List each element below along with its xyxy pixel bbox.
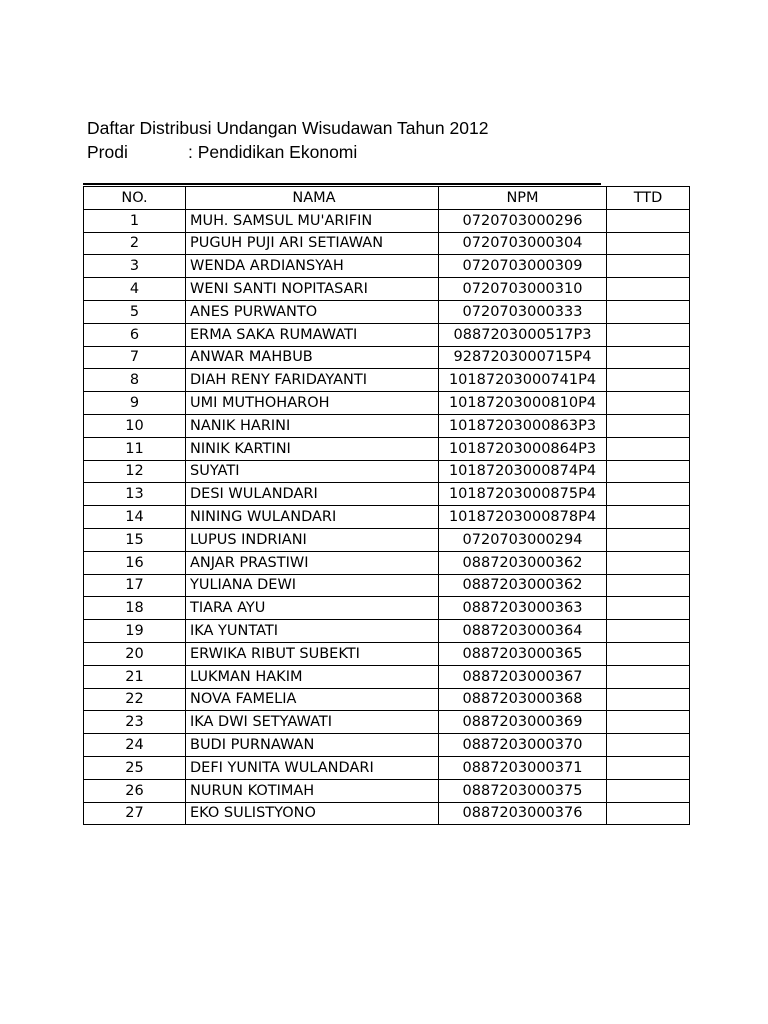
cell-ttd-signature — [607, 437, 690, 460]
cell-ttd-signature — [607, 665, 690, 688]
cell-ttd-signature — [607, 346, 690, 369]
cell-npm: 10187203000874P4 — [439, 460, 607, 483]
cell-nama: NOVA FAMELIA — [186, 688, 439, 711]
cell-npm: 0887203000363 — [439, 597, 607, 620]
cell-nama: YULIANA DEWI — [186, 574, 439, 597]
cell-no: 7 — [84, 346, 186, 369]
cell-npm: 10187203000863P3 — [439, 414, 607, 437]
cell-nama: IKA DWI SETYAWATI — [186, 711, 439, 734]
cell-nama: DIAH RENY FARIDAYANTI — [186, 369, 439, 392]
cell-no: 26 — [84, 779, 186, 802]
cell-npm: 9287203000715P4 — [439, 346, 607, 369]
cell-no: 14 — [84, 506, 186, 529]
cell-nama: NINIK KARTINI — [186, 437, 439, 460]
roster-table — [83, 186, 690, 825]
table-row — [84, 551, 690, 574]
cell-ttd-signature — [607, 414, 690, 437]
cell-no: 13 — [84, 483, 186, 506]
table-row — [84, 369, 690, 392]
table-row — [84, 392, 690, 415]
table-row — [84, 711, 690, 734]
cell-ttd-signature — [607, 392, 690, 415]
table-row — [84, 278, 690, 301]
cell-npm: 10187203000878P4 — [439, 506, 607, 529]
cell-no: 23 — [84, 711, 186, 734]
cell-npm: 0887203000365 — [439, 642, 607, 665]
cell-ttd-signature — [607, 232, 690, 255]
cell-ttd-signature — [607, 483, 690, 506]
table-header-row — [84, 187, 690, 210]
cell-npm: 0720703000333 — [439, 300, 607, 323]
cell-no: 2 — [84, 232, 186, 255]
table-row — [84, 232, 690, 255]
cell-npm: 0887203000364 — [439, 620, 607, 643]
cell-ttd-signature — [607, 642, 690, 665]
table-row — [84, 620, 690, 643]
cell-npm: 10187203000741P4 — [439, 369, 607, 392]
cell-npm: 0887203000517P3 — [439, 323, 607, 346]
cell-nama: BUDI PURNAWAN — [186, 734, 439, 757]
cell-nama: EKO SULISTYONO — [186, 802, 439, 825]
cell-ttd-signature — [607, 460, 690, 483]
table-row — [84, 323, 690, 346]
cell-nama: TIARA AYU — [186, 597, 439, 620]
cell-ttd-signature — [607, 528, 690, 551]
document-header — [87, 116, 488, 164]
cell-no: 3 — [84, 255, 186, 278]
cell-nama: MUH. SAMSUL MU'ARIFIN — [186, 209, 439, 232]
cell-nama: ERWIKA RIBUT SUBEKTI — [186, 642, 439, 665]
table-row — [84, 642, 690, 665]
cell-ttd-signature — [607, 620, 690, 643]
cell-ttd-signature — [607, 323, 690, 346]
cell-no: 16 — [84, 551, 186, 574]
table-row — [84, 346, 690, 369]
cell-ttd-signature — [607, 209, 690, 232]
cell-npm: 0720703000309 — [439, 255, 607, 278]
table-row — [84, 756, 690, 779]
cell-ttd-signature — [607, 574, 690, 597]
cell-no: 17 — [84, 574, 186, 597]
document-title: Daftar Distribusi Undangan Wisudawan Tahun 2012 — [87, 118, 489, 138]
cell-ttd-signature — [607, 756, 690, 779]
cell-npm: 0887203000362 — [439, 574, 607, 597]
cell-npm: 0720703000304 — [439, 232, 607, 255]
column-header-nama: NAMA — [186, 187, 439, 210]
cell-no: 21 — [84, 665, 186, 688]
cell-no: 12 — [84, 460, 186, 483]
cell-ttd-signature — [607, 255, 690, 278]
table-row — [84, 414, 690, 437]
cell-no: 15 — [84, 528, 186, 551]
table-row — [84, 483, 690, 506]
cell-nama: LUPUS INDRIANI — [186, 528, 439, 551]
cell-npm: 0887203000371 — [439, 756, 607, 779]
cell-nama: UMI MUTHOHAROH — [186, 392, 439, 415]
cell-nama: ANJAR PRASTIWI — [186, 551, 439, 574]
cell-npm: 0887203000369 — [439, 711, 607, 734]
table-row — [84, 574, 690, 597]
cell-ttd-signature — [607, 506, 690, 529]
cell-ttd-signature — [607, 551, 690, 574]
cell-no: 18 — [84, 597, 186, 620]
cell-nama: NINING WULANDARI — [186, 506, 439, 529]
table-row — [84, 300, 690, 323]
roster-body — [84, 209, 690, 825]
cell-no: 11 — [84, 437, 186, 460]
prodi-line — [87, 140, 488, 164]
cell-nama: NANIK HARINI — [186, 414, 439, 437]
column-header-ttd: TTD — [607, 187, 690, 210]
cell-no: 10 — [84, 414, 186, 437]
table-row — [84, 688, 690, 711]
cell-no: 5 — [84, 300, 186, 323]
table-row — [84, 665, 690, 688]
table-top-rule — [83, 183, 601, 185]
cell-npm: 0720703000310 — [439, 278, 607, 301]
table-row — [84, 802, 690, 825]
column-header-npm: NPM — [439, 187, 607, 210]
table-row — [84, 528, 690, 551]
cell-npm: 0887203000376 — [439, 802, 607, 825]
cell-no: 1 — [84, 209, 186, 232]
table-row — [84, 597, 690, 620]
cell-ttd-signature — [607, 711, 690, 734]
column-header-no: NO. — [84, 187, 186, 210]
cell-ttd-signature — [607, 300, 690, 323]
cell-npm: 0887203000368 — [439, 688, 607, 711]
cell-nama: WENI SANTI NOPITASARI — [186, 278, 439, 301]
cell-npm: 0720703000296 — [439, 209, 607, 232]
cell-no: 22 — [84, 688, 186, 711]
cell-npm: 0887203000367 — [439, 665, 607, 688]
cell-no: 8 — [84, 369, 186, 392]
cell-npm: 0887203000370 — [439, 734, 607, 757]
prodi-label: Prodi — [87, 142, 128, 162]
table-row — [84, 209, 690, 232]
cell-nama: LUKMAN HAKIM — [186, 665, 439, 688]
cell-no: 24 — [84, 734, 186, 757]
cell-ttd-signature — [607, 688, 690, 711]
cell-ttd-signature — [607, 779, 690, 802]
table-row — [84, 255, 690, 278]
cell-ttd-signature — [607, 369, 690, 392]
prodi-value: : Pendidikan Ekonomi — [188, 142, 358, 162]
cell-nama: ANWAR MAHBUB — [186, 346, 439, 369]
cell-no: 25 — [84, 756, 186, 779]
cell-no: 19 — [84, 620, 186, 643]
cell-ttd-signature — [607, 802, 690, 825]
cell-no: 20 — [84, 642, 186, 665]
cell-nama: DESI WULANDARI — [186, 483, 439, 506]
cell-nama: IKA YUNTATI — [186, 620, 439, 643]
cell-npm: 10187203000864P3 — [439, 437, 607, 460]
cell-nama: ERMA SAKA RUMAWATI — [186, 323, 439, 346]
table-row — [84, 460, 690, 483]
cell-nama: SUYATI — [186, 460, 439, 483]
cell-nama: WENDA ARDIANSYAH — [186, 255, 439, 278]
cell-no: 27 — [84, 802, 186, 825]
cell-npm: 0720703000294 — [439, 528, 607, 551]
cell-no: 9 — [84, 392, 186, 415]
cell-nama: ANES PURWANTO — [186, 300, 439, 323]
cell-nama: NURUN KOTIMAH — [186, 779, 439, 802]
cell-npm: 10187203000875P4 — [439, 483, 607, 506]
cell-npm: 0887203000362 — [439, 551, 607, 574]
table-row — [84, 506, 690, 529]
cell-nama: DEFI YUNITA WULANDARI — [186, 756, 439, 779]
cell-ttd-signature — [607, 278, 690, 301]
cell-ttd-signature — [607, 597, 690, 620]
table-row — [84, 734, 690, 757]
cell-no: 6 — [84, 323, 186, 346]
table-row — [84, 779, 690, 802]
cell-npm: 10187203000810P4 — [439, 392, 607, 415]
table-row — [84, 437, 690, 460]
cell-nama: PUGUH PUJI ARI SETIAWAN — [186, 232, 439, 255]
cell-no: 4 — [84, 278, 186, 301]
cell-ttd-signature — [607, 734, 690, 757]
cell-npm: 0887203000375 — [439, 779, 607, 802]
